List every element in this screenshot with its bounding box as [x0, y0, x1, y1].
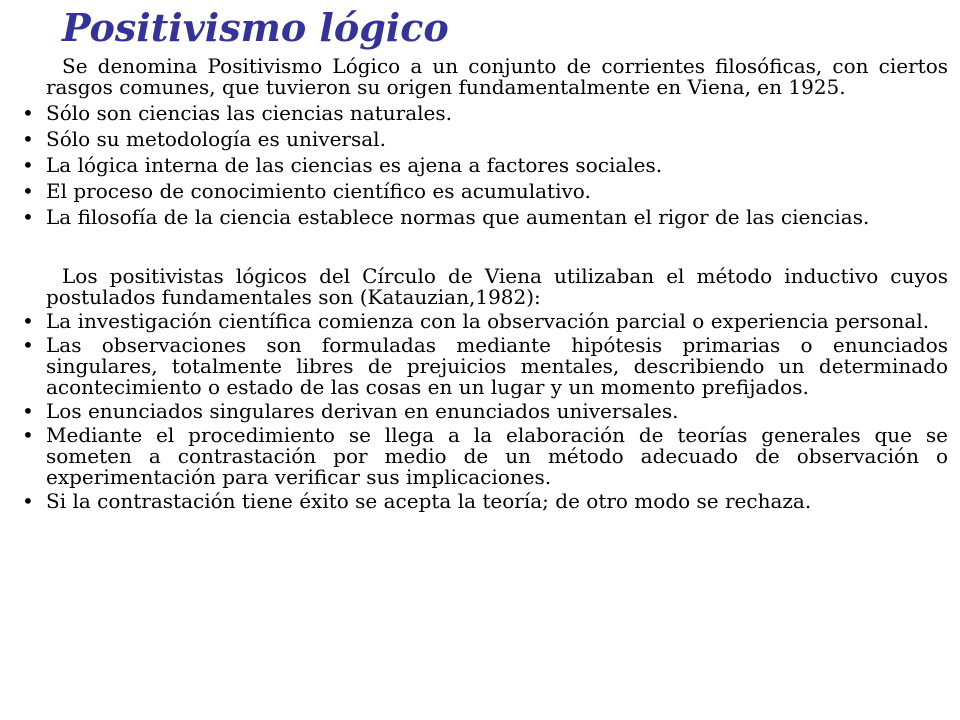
postulate-item: • Si la contrastación tiene éxito se acepta la teoría; de otro modo se rechaza.	[20, 491, 948, 512]
slide-title: Positivismo lógico	[62, 5, 449, 50]
postulate-item: • Los enunciados singulares derivan en enunciados universales.	[20, 401, 948, 422]
characteristic-item: • La filosofía de la ciencia establece normas que aumentan el rigor de las ciencias.	[20, 207, 948, 228]
postulate-item: • La investigación científica comienza con la observación parcial o experiencia personal.	[20, 311, 948, 332]
postulate-item: • Las observaciones son formuladas mediante hipótesis primarias o enunciados singulares, totalmente libres de prejuicios mentales, describiendo un determinado acontecimiento o estado de las cosas en un lugar y un momento prefijados.	[20, 335, 948, 398]
characteristic-item: • Sólo su metodología es universal.	[20, 129, 948, 150]
characteristic-item: • Sólo son ciencias las ciencias naturales.	[20, 103, 948, 124]
slide-content	[20, 56, 948, 512]
characteristic-item: • La lógica interna de las ciencias es ajena a factores sociales.	[20, 155, 948, 176]
characteristic-item: • El proceso de conocimiento científico es acumulativo.	[20, 181, 948, 202]
inductive-method-paragraph: Los positivistas lógicos del Círculo de Viena utilizaban el método inductivo cuyos postulados fundamentales son (Katauzian,1982):	[46, 264, 948, 309]
characteristics-list	[20, 103, 948, 228]
postulate-item: • Mediante el procedimiento se llega a la elaboración de teorías generales que se someten a contrastación por medio de un método adecuado de observación o experimentación para verificar sus implicaciones.	[20, 425, 948, 488]
postulates-list	[20, 311, 948, 512]
intro-paragraph: Se denomina Positivismo Lógico a un conjunto de corrientes filosóficas, con ciertos rasgos comunes, que tuvieron su origen fundamentalmente en Viena, en 1925.	[46, 54, 948, 99]
